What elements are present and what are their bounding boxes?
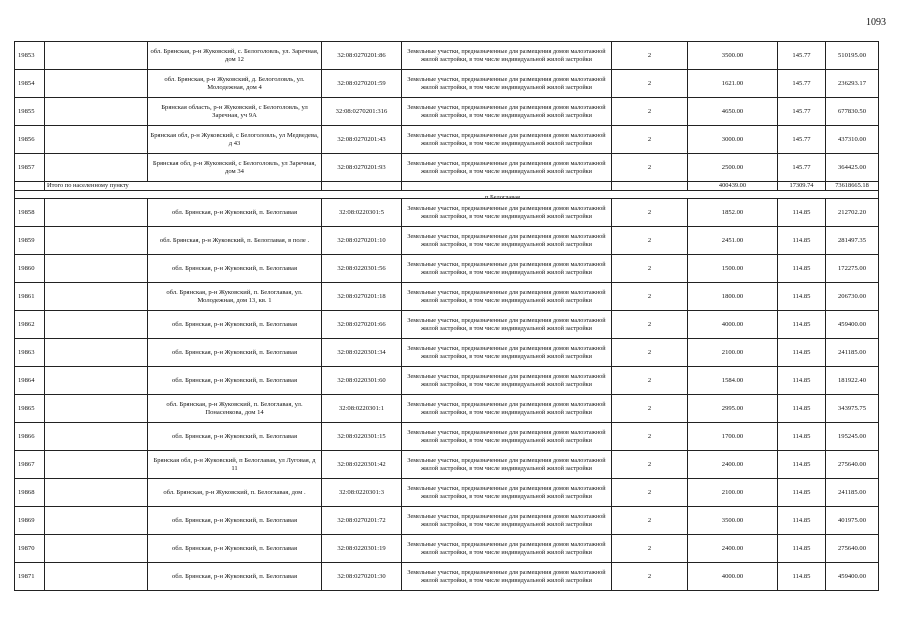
specific-value-cell: 114.85: [778, 507, 826, 535]
table-row: [15, 563, 879, 591]
row-empty-cell: [45, 311, 148, 339]
row-number-cell: 19859: [15, 227, 45, 255]
specific-value-cell: 114.85: [778, 395, 826, 423]
cadastral-number-cell: 32:08:0220301:19: [322, 535, 402, 563]
address-cell: Брянская обл, р-н Жуковский, с Белоголовль, ул Заречная, дом 34: [148, 154, 322, 182]
specific-value-cell: 145.77: [778, 154, 826, 182]
land-use-cell: Земельные участки, предназначенные для размещения домов малоэтажной жилой застройки, в том числе индивидуальной жилой застройки: [402, 42, 612, 70]
address-cell: обл. Брянская, р-н Жуковский, п. Белоглавая, ул. Понасенкова, дом 14: [148, 395, 322, 423]
address-cell: Брянская область, р-н Жуковский, с Белоголовль, ул Заречная, уч 9А: [148, 98, 322, 126]
area-cell: 4000.00: [688, 563, 778, 591]
cadastral-number-cell: 32:08:0270201:59: [322, 70, 402, 98]
address-cell: обл. Брянская, р-н Жуковский, п. Белоглавая: [148, 563, 322, 591]
settlement-total-row: [15, 182, 879, 191]
address-cell: обл. Брянская, р-н Жуковский, п. Белоглавая: [148, 507, 322, 535]
cadastral-value-cell: 275640.00: [826, 451, 879, 479]
land-use-cell: Земельные участки, предназначенные для размещения домов малоэтажной жилой застройки, в том числе индивидуальной жилой застройки: [402, 311, 612, 339]
row-number-cell: 19871: [15, 563, 45, 591]
land-use-cell: Земельные участки, предназначенные для размещения домов малоэтажной жилой застройки, в том числе индивидуальной жилой застройки: [402, 423, 612, 451]
settlement-group-label: п Белоглавая: [485, 193, 520, 199]
total-num-cell: [15, 182, 45, 191]
row-number-cell: 19858: [15, 199, 45, 227]
row-number-cell: 19863: [15, 339, 45, 367]
cadastral-value-cell: 195245.00: [826, 423, 879, 451]
cadastral-number-cell: 32:08:0270201:72: [322, 507, 402, 535]
table-row: [15, 535, 879, 563]
area-cell: 1584.00: [688, 367, 778, 395]
cadastral-value-cell: 677830.50: [826, 98, 879, 126]
area-cell: 1500.00: [688, 255, 778, 283]
cadastral-value-cell: 206730.00: [826, 283, 879, 311]
area-cell: 4650.00: [688, 98, 778, 126]
table-row: [15, 451, 879, 479]
specific-value-cell: 114.85: [778, 451, 826, 479]
area-cell: 2100.00: [688, 479, 778, 507]
total-empty-cell: [322, 182, 402, 191]
land-use-cell: Земельные участки, предназначенные для размещения домов малоэтажной жилой застройки, в том числе индивидуальной жилой застройки: [402, 451, 612, 479]
use-group-cell: 2: [612, 98, 688, 126]
row-number-cell: 19865: [15, 395, 45, 423]
table-row: [15, 199, 879, 227]
table-row: [15, 70, 879, 98]
area-cell: 2995.00: [688, 395, 778, 423]
cadastral-number-cell: 32:08:0270201:93: [322, 154, 402, 182]
cadastral-value-cell: 275640.00: [826, 535, 879, 563]
row-number-cell: 19857: [15, 154, 45, 182]
use-group-cell: 2: [612, 126, 688, 154]
cadastral-number-cell: 32:08:0220301:3: [322, 479, 402, 507]
land-use-cell: Земельные участки, предназначенные для размещения домов малоэтажной жилой застройки, в том числе индивидуальной жилой застройки: [402, 535, 612, 563]
address-cell: обл. Брянская, р-н Жуковский, п. Белоглавая: [148, 311, 322, 339]
row-empty-cell: [45, 98, 148, 126]
row-empty-cell: [45, 126, 148, 154]
cadastral-value-cell: 172275.00: [826, 255, 879, 283]
land-use-cell: Земельные участки, предназначенные для размещения домов малоэтажной жилой застройки, в том числе индивидуальной жилой застройки: [402, 367, 612, 395]
address-cell: обл. Брянская, р-н Жуковский, п. Белоглавая: [148, 255, 322, 283]
table-row: [15, 507, 879, 535]
use-group-cell: 2: [612, 227, 688, 255]
address-cell: обл. Брянская, р-н Жуковский, п. Белоглавая: [148, 535, 322, 563]
use-group-cell: 2: [612, 70, 688, 98]
cadastral-value-cell: 236293.17: [826, 70, 879, 98]
use-group-cell: 2: [612, 154, 688, 182]
row-empty-cell: [45, 42, 148, 70]
land-use-cell: Земельные участки, предназначенные для размещения домов малоэтажной жилой застройки, в том числе индивидуальной жилой застройки: [402, 479, 612, 507]
address-cell: обл. Брянская, р-н Жуковский, п. Белоглавая, в поле .: [148, 227, 322, 255]
address-cell: обл. Брянская, р-н Жуковский, п. Белоглавая: [148, 199, 322, 227]
row-empty-cell: [45, 451, 148, 479]
land-use-cell: Земельные участки, предназначенные для размещения домов малоэтажной жилой застройки, в том числе индивидуальной жилой застройки: [402, 395, 612, 423]
land-use-cell: Земельные участки, предназначенные для размещения домов малоэтажной жилой застройки, в том числе индивидуальной жилой застройки: [402, 283, 612, 311]
cadastral-value-cell: 364425.00: [826, 154, 879, 182]
table-row: [15, 154, 879, 182]
cadastral-number-cell: 32:08:0220301:15: [322, 423, 402, 451]
table-row: [15, 423, 879, 451]
row-empty-cell: [45, 563, 148, 591]
land-use-cell: Земельные участки, предназначенные для размещения домов малоэтажной жилой застройки, в том числе индивидуальной жилой застройки: [402, 507, 612, 535]
use-group-cell: 2: [612, 255, 688, 283]
cadastral-number-cell: 32:08:0220301:42: [322, 451, 402, 479]
row-empty-cell: [45, 479, 148, 507]
specific-value-cell: 145.77: [778, 70, 826, 98]
cadastral-value-cell: 459400.00: [826, 311, 879, 339]
cadastral-number-cell: 32:08:0270201:10: [322, 227, 402, 255]
land-use-cell: Земельные участки, предназначенные для размещения домов малоэтажной жилой застройки, в том числе индивидуальной жилой застройки: [402, 255, 612, 283]
row-number-cell: 19869: [15, 507, 45, 535]
address-cell: обл. Брянская, р-н Жуковский, с. Белоголовль, ул. Заречная, дом 12: [148, 42, 322, 70]
row-empty-cell: [45, 423, 148, 451]
row-number-cell: 19862: [15, 311, 45, 339]
address-cell: обл. Брянская, р-н Жуковский, п. Белоглавая: [148, 339, 322, 367]
cadastral-number-cell: 32:08:0220301:1: [322, 395, 402, 423]
use-group-cell: 2: [612, 423, 688, 451]
table-section-belogolovl: [15, 42, 879, 182]
cadastral-value-cell: 212702.20: [826, 199, 879, 227]
row-empty-cell: [45, 395, 148, 423]
specific-value-cell: 145.77: [778, 42, 826, 70]
specific-value-cell: 114.85: [778, 367, 826, 395]
cadastral-value-cell: 343975.75: [826, 395, 879, 423]
table-row: [15, 479, 879, 507]
cadastral-number-cell: 32:08:0220301:56: [322, 255, 402, 283]
use-group-cell: 2: [612, 451, 688, 479]
table-row: [15, 42, 879, 70]
row-number-cell: 19868: [15, 479, 45, 507]
cadastral-value-table: [14, 41, 879, 591]
address-cell: обл. Брянская, р-н Жуковский, п. Белоглавая: [148, 423, 322, 451]
specific-value-cell: 114.85: [778, 227, 826, 255]
use-group-cell: 2: [612, 535, 688, 563]
settlement-group-cell: [15, 190, 879, 199]
row-number-cell: 19867: [15, 451, 45, 479]
total-value: 73618665.18: [826, 182, 879, 191]
area-cell: 1800.00: [688, 283, 778, 311]
row-number-cell: 19855: [15, 98, 45, 126]
cadastral-number-cell: 32:08:0270201:18: [322, 283, 402, 311]
area-cell: 3000.00: [688, 126, 778, 154]
page-number: 1093: [866, 17, 886, 28]
table-row: [15, 339, 879, 367]
row-empty-cell: [45, 70, 148, 98]
table-row: [15, 126, 879, 154]
cadastral-value-cell: 437310.00: [826, 126, 879, 154]
address-cell: Брянская обл, р-н Жуковский, п Белоглавая, ул Луговая, д 11: [148, 451, 322, 479]
use-group-cell: 2: [612, 339, 688, 367]
land-use-cell: Земельные участки, предназначенные для размещения домов малоэтажной жилой застройки, в том числе индивидуальной жилой застройки: [402, 70, 612, 98]
table-row: [15, 255, 879, 283]
table-row: [15, 395, 879, 423]
area-cell: 3500.00: [688, 507, 778, 535]
total-area: 400439.00: [688, 182, 778, 191]
total-empty-cell: [402, 182, 612, 191]
cadastral-number-cell: 32:08:0270201:30: [322, 563, 402, 591]
table-row: [15, 98, 879, 126]
use-group-cell: 2: [612, 563, 688, 591]
address-cell: обл. Брянская, р-н Жуковский, п. Белоглавая, ул. Молодежная, дом 13, кв. 1: [148, 283, 322, 311]
specific-value-cell: 114.85: [778, 423, 826, 451]
table-section-beloglavaya: [15, 199, 879, 591]
row-number-cell: 19854: [15, 70, 45, 98]
land-use-cell: Земельные участки, предназначенные для размещения домов малоэтажной жилой застройки, в том числе индивидуальной жилой застройки: [402, 339, 612, 367]
row-empty-cell: [45, 227, 148, 255]
row-number-cell: 19860: [15, 255, 45, 283]
cadastral-number-cell: 32:08:0220301:60: [322, 367, 402, 395]
row-number-cell: 19856: [15, 126, 45, 154]
cadastral-value-cell: 510195.00: [826, 42, 879, 70]
area-cell: 1852.00: [688, 199, 778, 227]
cadastral-value-cell: 459400.00: [826, 563, 879, 591]
specific-value-cell: 114.85: [778, 339, 826, 367]
area-cell: 2400.00: [688, 451, 778, 479]
row-empty-cell: [45, 154, 148, 182]
specific-value-cell: 145.77: [778, 98, 826, 126]
use-group-cell: 2: [612, 199, 688, 227]
row-empty-cell: [45, 283, 148, 311]
cadastral-number-cell: 32:08:0270201:43: [322, 126, 402, 154]
cadastral-number-cell: 32:08:0220301:34: [322, 339, 402, 367]
row-number-cell: 19861: [15, 283, 45, 311]
total-rate: 17309.74: [778, 182, 826, 191]
land-use-cell: Земельные участки, предназначенные для размещения домов малоэтажной жилой застройки, в том числе индивидуальной жилой застройки: [402, 154, 612, 182]
use-group-cell: 2: [612, 395, 688, 423]
area-cell: 2100.00: [688, 339, 778, 367]
address-cell: обл. Брянская, р-н Жуковский, п. Белоглавая, дом .: [148, 479, 322, 507]
row-number-cell: 19864: [15, 367, 45, 395]
area-cell: 2451.00: [688, 227, 778, 255]
area-cell: 1621.00: [688, 70, 778, 98]
address-cell: Брянская обл, р-н Жуковский, с Белоголовль, ул Медведева, д 43: [148, 126, 322, 154]
specific-value-cell: 114.85: [778, 479, 826, 507]
cadastral-number-cell: 32:08:0270201:86: [322, 42, 402, 70]
cadastral-number-cell: 32:08:0220301:5: [322, 199, 402, 227]
area-cell: 4000.00: [688, 311, 778, 339]
table-row: [15, 283, 879, 311]
area-cell: 3500.00: [688, 42, 778, 70]
row-empty-cell: [45, 339, 148, 367]
area-cell: 2500.00: [688, 154, 778, 182]
specific-value-cell: 114.85: [778, 199, 826, 227]
table-row: [15, 367, 879, 395]
row-number-cell: 19866: [15, 423, 45, 451]
area-cell: 2400.00: [688, 535, 778, 563]
address-cell: обл. Брянская, р-н Жуковский, п. Белоглавая: [148, 367, 322, 395]
land-use-cell: Земельные участки, предназначенные для размещения домов малоэтажной жилой застройки, в том числе индивидуальной жилой застройки: [402, 227, 612, 255]
row-empty-cell: [45, 255, 148, 283]
cadastral-value-cell: 181922.40: [826, 367, 879, 395]
specific-value-cell: 114.85: [778, 563, 826, 591]
use-group-cell: 2: [612, 42, 688, 70]
specific-value-cell: 114.85: [778, 255, 826, 283]
table-row: [15, 311, 879, 339]
specific-value-cell: 114.85: [778, 311, 826, 339]
use-group-cell: 2: [612, 367, 688, 395]
land-use-cell: Земельные участки, предназначенные для размещения домов малоэтажной жилой застройки, в том числе индивидуальной жилой застройки: [402, 98, 612, 126]
specific-value-cell: 114.85: [778, 535, 826, 563]
cadastral-number-cell: 32:08:0270201:316: [322, 98, 402, 126]
specific-value-cell: 145.77: [778, 126, 826, 154]
table-total-section: [15, 182, 879, 199]
row-empty-cell: [45, 367, 148, 395]
land-use-cell: Земельные участки, предназначенные для размещения домов малоэтажной жилой застройки, в том числе индивидуальной жилой застройки: [402, 199, 612, 227]
cadastral-value-cell: 241185.00: [826, 479, 879, 507]
row-number-cell: 19870: [15, 535, 45, 563]
specific-value-cell: 114.85: [778, 283, 826, 311]
cadastral-value-cell: 241185.00: [826, 339, 879, 367]
use-group-cell: 2: [612, 507, 688, 535]
total-label: Итого по населенному пункту: [45, 182, 322, 191]
row-empty-cell: [45, 199, 148, 227]
use-group-cell: 2: [612, 311, 688, 339]
row-empty-cell: [45, 507, 148, 535]
cadastral-value-cell: 281497.35: [826, 227, 879, 255]
use-group-cell: 2: [612, 479, 688, 507]
land-use-cell: Земельные участки, предназначенные для размещения домов малоэтажной жилой застройки, в том числе индивидуальной жилой застройки: [402, 126, 612, 154]
settlement-group-row: [15, 190, 879, 199]
use-group-cell: 2: [612, 283, 688, 311]
table-row: [15, 227, 879, 255]
land-use-cell: Земельные участки, предназначенные для размещения домов малоэтажной жилой застройки, в том числе индивидуальной жилой застройки: [402, 563, 612, 591]
total-empty-cell: [612, 182, 688, 191]
row-number-cell: 19853: [15, 42, 45, 70]
row-empty-cell: [45, 535, 148, 563]
cadastral-number-cell: 32:08:0270201:66: [322, 311, 402, 339]
area-cell: 1700.00: [688, 423, 778, 451]
cadastral-value-cell: 401975.00: [826, 507, 879, 535]
address-cell: обл. Брянская, р-н Жуковский, д. Белоголовль, ул. Молодежная, дом 4: [148, 70, 322, 98]
